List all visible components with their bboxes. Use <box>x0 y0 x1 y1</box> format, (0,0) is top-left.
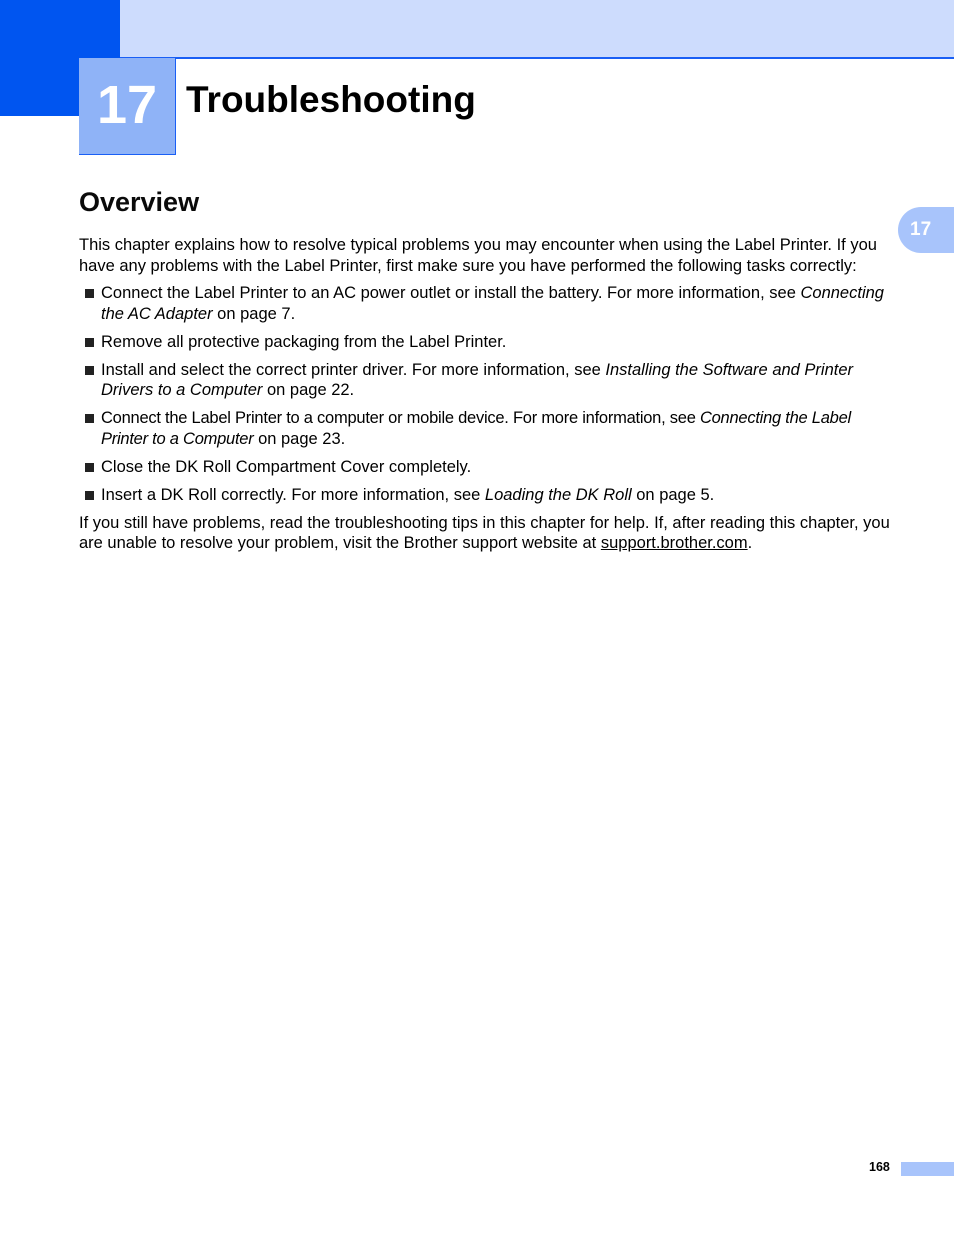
content-body <box>79 235 899 554</box>
chapter-side-tab <box>898 207 954 253</box>
cross-reference-link[interactable]: Installing the Software and Printer Drivers to a Computer <box>101 360 854 399</box>
intro-paragraph: This chapter explains how to resolve typical problems you may encounter when using the Label Printer. If you have any problems with the Label Printer, first make sure you have performed the following tasks correctly: <box>79 236 877 275</box>
chapter-title: Troubleshooting <box>186 79 476 120</box>
list-item <box>79 332 899 353</box>
footer-bar <box>901 1162 954 1176</box>
support-website-link[interactable]: support.brother.com <box>600 534 748 552</box>
item-text: Remove all protective packaging from the Label Printer. <box>101 332 507 351</box>
list-item <box>79 360 899 401</box>
item-suffix: on page 5. <box>631 485 715 504</box>
chapter-number: 17 <box>96 75 158 135</box>
square-bullet-icon <box>85 463 94 472</box>
item-text: Connect the Label Printer to a computer or mobile device. For more information, see <box>101 409 700 427</box>
header-band <box>120 0 954 58</box>
list-item <box>79 485 899 506</box>
square-bullet-icon <box>85 366 94 375</box>
square-bullet-icon <box>85 338 94 347</box>
cross-reference-link[interactable]: Connecting the Label Printer to a Computer <box>101 409 851 448</box>
cross-reference-link[interactable]: Loading the DK Roll <box>484 485 632 504</box>
section-heading: Overview <box>79 187 200 217</box>
closing-text: If you still have problems, read the troubleshooting tips in this chapter for help. If, after reading this chapter, you are unable to resolve your problem, visit the Brother support website at <box>79 513 890 552</box>
item-suffix: on page 7. <box>212 304 296 323</box>
item-text: Insert a DK Roll correctly. For more information, see <box>101 485 485 504</box>
item-suffix: on page 23. <box>253 429 346 448</box>
cross-reference-link[interactable]: Connecting the AC Adapter <box>101 284 884 323</box>
item-text: Connect the Label Printer to an AC power outlet or install the battery. For more information, see <box>101 284 801 302</box>
item-text: Close the DK Roll Compartment Cover completely. <box>101 457 472 476</box>
list-item <box>79 457 899 478</box>
closing-end: . <box>747 534 753 552</box>
square-bullet-icon <box>85 414 94 423</box>
task-list <box>79 283 899 505</box>
square-bullet-icon <box>85 491 94 500</box>
item-suffix: on page 22. <box>262 381 355 399</box>
list-item <box>79 283 899 324</box>
list-item <box>79 408 899 449</box>
side-tab-number: 17 <box>910 219 932 240</box>
closing-paragraph <box>79 513 899 554</box>
item-text: Install and select the correct printer driver. For more information, see <box>101 360 606 379</box>
chapter-number-box <box>79 58 176 155</box>
square-bullet-icon <box>85 289 94 298</box>
page-number: 168 <box>869 1160 890 1174</box>
